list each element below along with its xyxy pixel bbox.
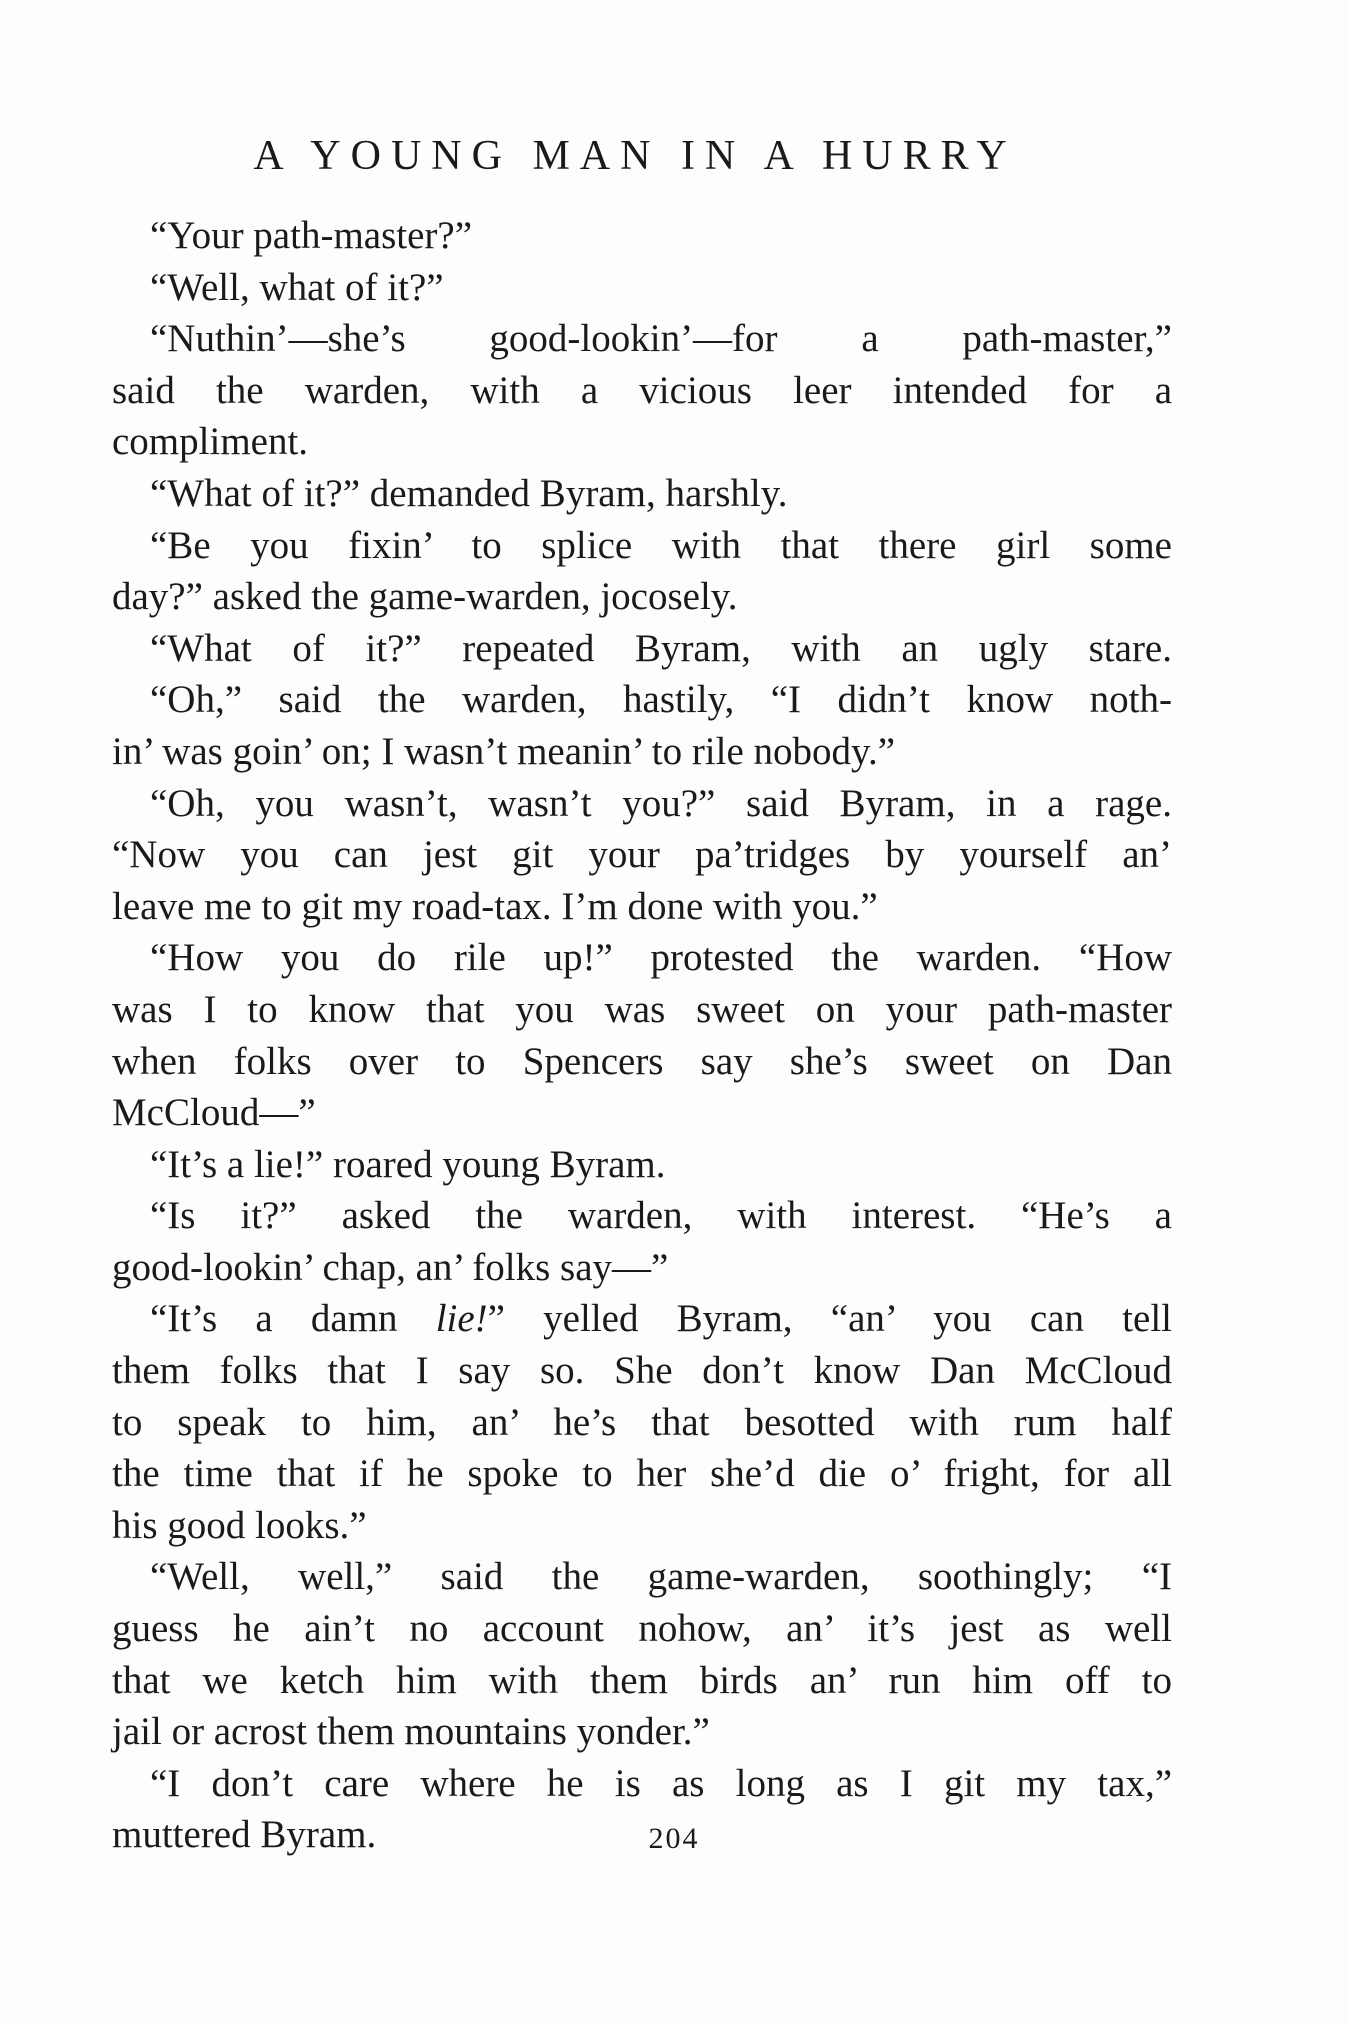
text-line: muttered Byram.: [112, 1813, 377, 1857]
text-line: jail or acrost them mountains yonder.”: [112, 1710, 710, 1754]
text-line: in’ was goin’ on; I wasn’t meanin’ to rile nobody.”: [112, 729, 896, 773]
text-line: his good looks.”: [112, 1503, 367, 1547]
text-line: “Now you can jest git your pa’tridges by yourself an’: [112, 833, 1172, 877]
text-line: “How you do rile up!” protested the warden. “How: [150, 936, 1172, 980]
text-line: said the warden, with a vicious leer intended for a: [112, 368, 1172, 412]
text-run: “It’s a damn: [150, 1297, 436, 1341]
text-line: “Is it?” asked the warden, with interest. “He’s a: [150, 1194, 1172, 1238]
running-head: A YOUNG MAN IN A HURRY: [253, 133, 1017, 179]
text-line: “I don’t care where he is as long as I git my tax,”: [150, 1761, 1172, 1805]
text-line: them folks that I say so. She don’t know Dan McCloud: [112, 1349, 1172, 1393]
text-line: “Well, what of it?”: [150, 265, 444, 309]
text-line: compliment.: [112, 420, 309, 464]
text-line: to speak to him, an’ he’s that besotted with rum half: [112, 1400, 1172, 1444]
text-line: “What of it?” demanded Byram, harshly.: [150, 471, 788, 515]
text-line: “Oh,” said the warden, hastily, “I didn’t know noth-: [150, 678, 1172, 722]
text-line: “Be you fixin’ to splice with that there girl some: [150, 523, 1172, 567]
text-line: was I to know that you was sweet on your path-master: [112, 987, 1172, 1031]
text-line: when folks over to Spencers say she’s sweet on Dan: [112, 1039, 1172, 1083]
text-line: “It’s a lie!” roared young Byram.: [150, 1142, 666, 1186]
text-line: “What of it?” repeated Byram, with an ugly stare.: [150, 626, 1172, 670]
text-line: day?” asked the game-warden, jocosely.: [112, 575, 738, 619]
text-line: “Nuthin’—she’s good-lookin’—for a path-master,”: [150, 317, 1172, 361]
text-line: that we ketch him with them birds an’ run him off to: [112, 1658, 1172, 1702]
text-line: “Your path-master?”: [150, 214, 473, 257]
page-number: 204: [648, 1822, 700, 1855]
italic-word: lie!: [435, 1297, 488, 1341]
text-line: the time that if he spoke to her she’d die o’ fright, for all: [112, 1452, 1172, 1496]
body-text: [112, 210, 1172, 1861]
text-line: “Well, well,” said the game-warden, soothingly; “I: [150, 1555, 1172, 1599]
text-line: “Oh, you wasn’t, wasn’t you?” said Byram, in a rage.: [150, 781, 1172, 825]
text-line: McCloud—”: [112, 1091, 316, 1135]
text-line: leave me to git my road-tax. I’m done with you.”: [112, 884, 878, 928]
text-line-italic: [112, 1293, 1172, 1345]
text-line: guess he ain’t no account nohow, an’ it’s jest as well: [112, 1607, 1172, 1651]
text-line: good-lookin’ chap, an’ folks say—”: [112, 1245, 669, 1289]
text-run: ” yelled Byram, “an’ you can tell: [487, 1297, 1172, 1341]
